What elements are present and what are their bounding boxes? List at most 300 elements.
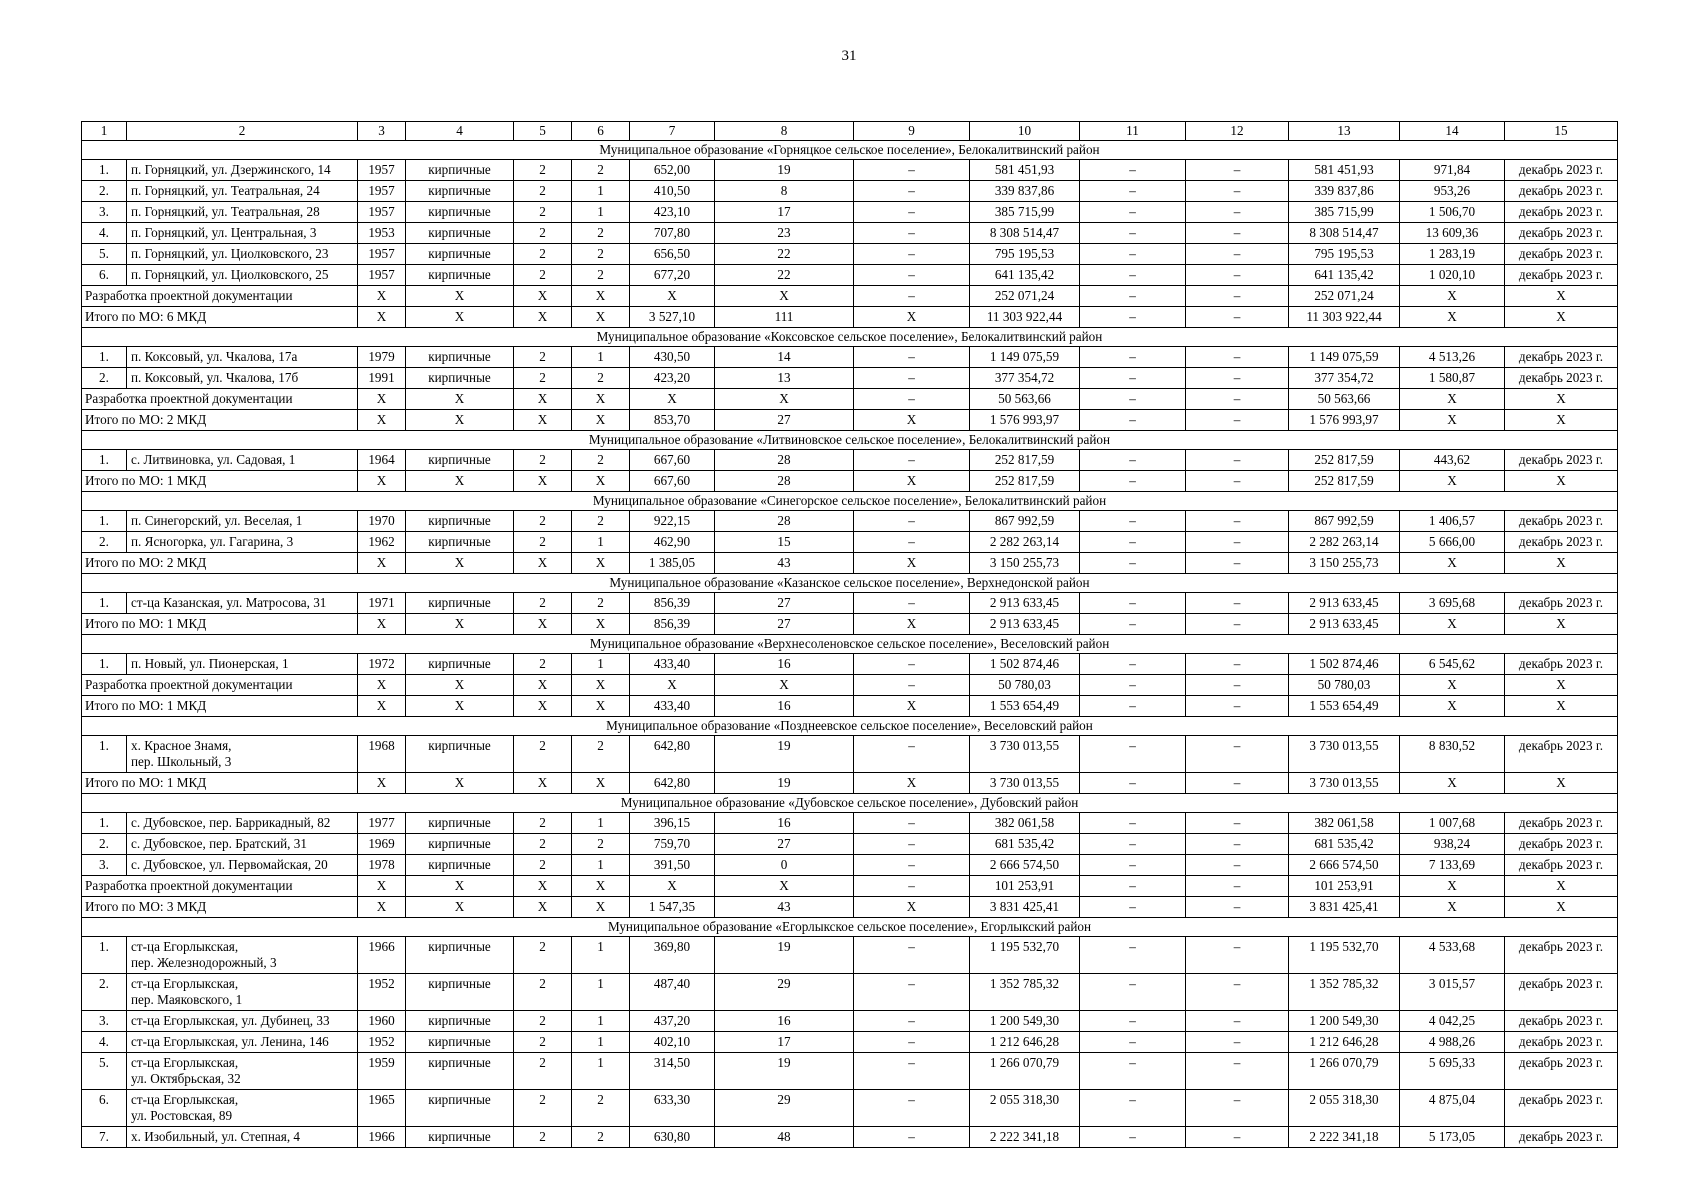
table-cell: декабрь 2023 г. xyxy=(1505,347,1618,368)
table-cell: – xyxy=(1080,223,1186,244)
table-cell: 681 535,42 xyxy=(1289,834,1400,855)
table-cell: 2 xyxy=(514,937,572,974)
table-cell: 1 xyxy=(572,813,630,834)
table-cell: X xyxy=(514,286,572,307)
table-cell: 2 xyxy=(514,736,572,773)
address-cell: п. Горняцкий, ул. Театральная, 28 xyxy=(127,202,358,223)
table-cell: – xyxy=(854,675,970,696)
table-cell: X xyxy=(854,410,970,431)
table-cell: 252 071,24 xyxy=(1289,286,1400,307)
table-cell: 641 135,42 xyxy=(970,265,1080,286)
table-cell: 971,84 xyxy=(1400,160,1505,181)
table-cell: – xyxy=(1186,855,1289,876)
table-cell: 22 xyxy=(715,244,854,265)
table-cell: 642,80 xyxy=(630,773,715,794)
table-cell: – xyxy=(1186,1032,1289,1053)
table-cell: 314,50 xyxy=(630,1053,715,1090)
table-cell: – xyxy=(1080,654,1186,675)
table-cell: 1 200 549,30 xyxy=(970,1011,1080,1032)
table-cell: – xyxy=(1080,511,1186,532)
table-cell: кирпичные xyxy=(406,1032,514,1053)
table-cell: декабрь 2023 г. xyxy=(1505,532,1618,553)
table-cell: 1 212 646,28 xyxy=(970,1032,1080,1053)
table-cell: 19 xyxy=(715,160,854,181)
table-cell: X xyxy=(1400,307,1505,328)
table-cell: 1 149 075,59 xyxy=(970,347,1080,368)
address-cell: ст-ца Егорлыкская, пер. Железнодорожный, 3 xyxy=(127,937,358,974)
address-cell: ст-ца Егорлыкская, ул. Ростовская, 89 xyxy=(127,1090,358,1127)
table-cell: 6 545,62 xyxy=(1400,654,1505,675)
table-cell: 1 283,19 xyxy=(1400,244,1505,265)
table-cell: 1. xyxy=(82,813,127,834)
table-cell: X xyxy=(1400,614,1505,635)
table-cell: 1957 xyxy=(358,265,406,286)
table-cell: X xyxy=(514,773,572,794)
address-cell: х. Красное Знамя, пер. Школьный, 3 xyxy=(127,736,358,773)
table-cell: декабрь 2023 г. xyxy=(1505,265,1618,286)
table-cell: X xyxy=(358,286,406,307)
table-cell: 3 730 013,55 xyxy=(1289,773,1400,794)
table-cell: X xyxy=(715,876,854,897)
table-cell: 1 xyxy=(572,937,630,974)
table-cell: 2 xyxy=(572,244,630,265)
table-cell: 2 xyxy=(514,450,572,471)
table-cell: кирпичные xyxy=(406,1053,514,1090)
table-cell: 2 xyxy=(514,265,572,286)
column-number: 9 xyxy=(854,122,970,141)
table-cell: 1 576 993,97 xyxy=(970,410,1080,431)
table-cell: – xyxy=(1186,593,1289,614)
table-cell: – xyxy=(854,876,970,897)
building-row xyxy=(82,511,1618,532)
table-cell: 2 xyxy=(514,181,572,202)
building-row xyxy=(82,974,1618,1011)
table-cell: X xyxy=(572,614,630,635)
municipality-heading-row xyxy=(82,717,1618,736)
table-cell: кирпичные xyxy=(406,368,514,389)
table-cell: 17 xyxy=(715,1032,854,1053)
table-cell: 5 695,33 xyxy=(1400,1053,1505,1090)
table-cell: X xyxy=(406,897,514,918)
table-cell: 111 xyxy=(715,307,854,328)
summary-label: Разработка проектной документации xyxy=(82,286,358,307)
table-cell: – xyxy=(1080,876,1186,897)
table-cell: 6. xyxy=(82,265,127,286)
table-cell: 1. xyxy=(82,593,127,614)
table-cell: 7 133,69 xyxy=(1400,855,1505,876)
table-cell: 339 837,86 xyxy=(970,181,1080,202)
table-cell: 1 xyxy=(572,654,630,675)
table-cell: 1 007,68 xyxy=(1400,813,1505,834)
summary-row xyxy=(82,471,1618,492)
table-cell: 28 xyxy=(715,511,854,532)
table-cell: – xyxy=(854,511,970,532)
table-cell: 101 253,91 xyxy=(970,876,1080,897)
table-cell: кирпичные xyxy=(406,202,514,223)
table-cell: 633,30 xyxy=(630,1090,715,1127)
table-cell: 1 352 785,32 xyxy=(970,974,1080,1011)
table-cell: – xyxy=(1186,450,1289,471)
table-cell: декабрь 2023 г. xyxy=(1505,368,1618,389)
summary-label: Итого по МО: 2 МКД xyxy=(82,410,358,431)
building-row xyxy=(82,1011,1618,1032)
table-cell: 1 020,10 xyxy=(1400,265,1505,286)
housing-repair-table xyxy=(81,121,1618,1148)
table-cell: кирпичные xyxy=(406,223,514,244)
table-cell: 1957 xyxy=(358,181,406,202)
table-cell: – xyxy=(1080,696,1186,717)
table-cell: 430,50 xyxy=(630,347,715,368)
table-cell: – xyxy=(1186,813,1289,834)
table-cell: – xyxy=(1186,654,1289,675)
address-cell: п. Новый, ул. Пионерская, 1 xyxy=(127,654,358,675)
table-cell: 43 xyxy=(715,553,854,574)
table-cell: кирпичные xyxy=(406,181,514,202)
table-cell: – xyxy=(854,593,970,614)
table-cell: – xyxy=(854,1053,970,1090)
column-number: 5 xyxy=(514,122,572,141)
table-cell: 2 xyxy=(514,1053,572,1090)
table-cell: – xyxy=(1186,389,1289,410)
table-cell: X xyxy=(630,876,715,897)
municipality-heading-row xyxy=(82,574,1618,593)
table-cell: 8 xyxy=(715,181,854,202)
table-cell: 1 506,70 xyxy=(1400,202,1505,223)
table-cell: кирпичные xyxy=(406,974,514,1011)
address-cell: с. Дубовское, ул. Первомайская, 20 xyxy=(127,855,358,876)
table-cell: – xyxy=(854,736,970,773)
table-cell: – xyxy=(1186,181,1289,202)
table-cell: X xyxy=(854,773,970,794)
table-cell: кирпичные xyxy=(406,937,514,974)
table-cell: X xyxy=(514,897,572,918)
table-cell: X xyxy=(406,553,514,574)
table-cell: X xyxy=(1505,614,1618,635)
table-cell: 1 xyxy=(572,1011,630,1032)
table-cell: 27 xyxy=(715,410,854,431)
table-cell: – xyxy=(854,265,970,286)
table-cell: – xyxy=(1186,834,1289,855)
table-cell: декабрь 2023 г. xyxy=(1505,244,1618,265)
table-cell: декабрь 2023 г. xyxy=(1505,654,1618,675)
building-row xyxy=(82,654,1618,675)
table-cell: декабрь 2023 г. xyxy=(1505,937,1618,974)
table-cell: X xyxy=(358,696,406,717)
table-cell: 1968 xyxy=(358,736,406,773)
summary-label: Итого по МО: 1 МКД xyxy=(82,471,358,492)
table-cell: 2 xyxy=(514,654,572,675)
table-cell: 19 xyxy=(715,736,854,773)
table-cell: 2 xyxy=(572,265,630,286)
table-cell: – xyxy=(1080,368,1186,389)
table-cell: декабрь 2023 г. xyxy=(1505,223,1618,244)
table-cell: 433,40 xyxy=(630,696,715,717)
table-cell: – xyxy=(854,532,970,553)
table-cell: 642,80 xyxy=(630,736,715,773)
table-cell: X xyxy=(572,471,630,492)
municipality-heading-row xyxy=(82,492,1618,511)
table-cell: – xyxy=(1080,1090,1186,1127)
table-cell: 1 xyxy=(572,532,630,553)
table-cell: X xyxy=(358,410,406,431)
building-row xyxy=(82,813,1618,834)
table-cell: 50 563,66 xyxy=(1289,389,1400,410)
table-cell: 11 303 922,44 xyxy=(1289,307,1400,328)
municipality-heading: Муниципальное образование «Коксовское сельское поселение», Белокалитвинский район xyxy=(82,328,1618,347)
table-cell: 938,24 xyxy=(1400,834,1505,855)
table-cell: – xyxy=(1186,773,1289,794)
table-cell: – xyxy=(1080,773,1186,794)
table-cell: – xyxy=(1080,675,1186,696)
table-cell: 1. xyxy=(82,450,127,471)
table-cell: 6. xyxy=(82,1090,127,1127)
building-row xyxy=(82,736,1618,773)
table-cell: 4 513,26 xyxy=(1400,347,1505,368)
table-cell: 2 xyxy=(572,223,630,244)
table-cell: – xyxy=(1186,974,1289,1011)
table-cell: 1 195 532,70 xyxy=(970,937,1080,974)
table-cell: 1977 xyxy=(358,813,406,834)
table-cell: X xyxy=(854,897,970,918)
table-cell: 43 xyxy=(715,897,854,918)
table-cell: 2 xyxy=(514,855,572,876)
municipality-heading: Муниципальное образование «Синегорское сельское поселение», Белокалитвинский район xyxy=(82,492,1618,511)
table-cell: 2 xyxy=(514,1090,572,1127)
table-cell: 385 715,99 xyxy=(970,202,1080,223)
table-cell: – xyxy=(1186,244,1289,265)
table-cell: 2 xyxy=(514,202,572,223)
table-cell: – xyxy=(854,1011,970,1032)
summary-row xyxy=(82,614,1618,635)
summary-row xyxy=(82,389,1618,410)
table-cell: X xyxy=(572,286,630,307)
table-cell: декабрь 2023 г. xyxy=(1505,160,1618,181)
address-cell: ст-ца Егорлыкская, ул. Ленина, 146 xyxy=(127,1032,358,1053)
table-cell: – xyxy=(1186,532,1289,553)
table-cell: – xyxy=(1080,160,1186,181)
building-row xyxy=(82,1090,1618,1127)
table-cell: – xyxy=(854,160,970,181)
table-cell: – xyxy=(1186,553,1289,574)
table-cell: 7. xyxy=(82,1127,127,1148)
table-cell: 2 xyxy=(572,368,630,389)
address-cell: п. Синегорский, ул. Веселая, 1 xyxy=(127,511,358,532)
table-cell: X xyxy=(1505,307,1618,328)
table-cell: 2 xyxy=(514,813,572,834)
table-cell: X xyxy=(514,876,572,897)
table-cell: 1972 xyxy=(358,654,406,675)
municipality-heading-row xyxy=(82,635,1618,654)
table-cell: кирпичные xyxy=(406,736,514,773)
table-cell: – xyxy=(854,1090,970,1127)
table-cell: X xyxy=(1400,675,1505,696)
table-cell: – xyxy=(1080,389,1186,410)
column-number: 8 xyxy=(715,122,854,141)
summary-row xyxy=(82,675,1618,696)
table-cell: 1 212 646,28 xyxy=(1289,1032,1400,1053)
table-cell: X xyxy=(630,389,715,410)
table-cell: X xyxy=(572,389,630,410)
table-cell: 4 875,04 xyxy=(1400,1090,1505,1127)
table-cell: – xyxy=(854,937,970,974)
summary-row xyxy=(82,773,1618,794)
table-cell: 3 831 425,41 xyxy=(1289,897,1400,918)
table-cell: 2 xyxy=(514,1011,572,1032)
table-cell: 3 527,10 xyxy=(630,307,715,328)
table-cell: 443,62 xyxy=(1400,450,1505,471)
table-cell: 1 xyxy=(572,347,630,368)
table-cell: – xyxy=(854,450,970,471)
table-cell: – xyxy=(1080,471,1186,492)
table-cell: – xyxy=(1186,897,1289,918)
table-cell: 410,50 xyxy=(630,181,715,202)
column-number: 4 xyxy=(406,122,514,141)
building-row xyxy=(82,347,1618,368)
municipality-heading: Муниципальное образование «Верхнесоленовское сельское поселение», Веселовский район xyxy=(82,635,1618,654)
table-cell: 1. xyxy=(82,511,127,532)
table-cell: 795 195,53 xyxy=(970,244,1080,265)
table-cell: 1966 xyxy=(358,1127,406,1148)
table-cell: 4 533,68 xyxy=(1400,937,1505,974)
table-cell: кирпичные xyxy=(406,1127,514,1148)
table-cell: 581 451,93 xyxy=(1289,160,1400,181)
table-cell: 3 015,57 xyxy=(1400,974,1505,1011)
table-cell: 2 xyxy=(514,160,572,181)
table-cell: X xyxy=(1505,773,1618,794)
table-cell: 396,15 xyxy=(630,813,715,834)
summary-label: Итого по МО: 1 МКД xyxy=(82,614,358,635)
table-cell: 656,50 xyxy=(630,244,715,265)
table-cell: 50 780,03 xyxy=(1289,675,1400,696)
table-cell: 856,39 xyxy=(630,593,715,614)
table-cell: 856,39 xyxy=(630,614,715,635)
table-cell: 681 535,42 xyxy=(970,834,1080,855)
table-cell: – xyxy=(1186,265,1289,286)
summary-label: Разработка проектной документации xyxy=(82,389,358,410)
table-cell: 50 780,03 xyxy=(970,675,1080,696)
table-cell: X xyxy=(358,675,406,696)
address-cell: п. Горняцкий, ул. Циолковского, 23 xyxy=(127,244,358,265)
table-cell: X xyxy=(406,675,514,696)
table-cell: 759,70 xyxy=(630,834,715,855)
table-cell: – xyxy=(1080,450,1186,471)
table-cell: 3 730 013,55 xyxy=(1289,736,1400,773)
table-cell: 2 xyxy=(514,1127,572,1148)
table-cell: X xyxy=(1400,876,1505,897)
table-cell: декабрь 2023 г. xyxy=(1505,1032,1618,1053)
summary-label: Разработка проектной документации xyxy=(82,876,358,897)
table-cell: кирпичные xyxy=(406,855,514,876)
table-cell: X xyxy=(358,614,406,635)
address-cell: с. Дубовское, пер. Братский, 31 xyxy=(127,834,358,855)
table-cell: 15 xyxy=(715,532,854,553)
summary-row xyxy=(82,876,1618,897)
table-cell: – xyxy=(1186,286,1289,307)
table-cell: – xyxy=(1080,593,1186,614)
address-cell: п. Коксовый, ул. Чкалова, 17б xyxy=(127,368,358,389)
table-cell: 2 xyxy=(514,511,572,532)
building-row xyxy=(82,937,1618,974)
table-cell: X xyxy=(1400,897,1505,918)
table-cell: 630,80 xyxy=(630,1127,715,1148)
building-row xyxy=(82,160,1618,181)
table-cell: 1 547,35 xyxy=(630,897,715,918)
table-cell: декабрь 2023 г. xyxy=(1505,855,1618,876)
table-cell: – xyxy=(854,223,970,244)
address-cell: п. Горняцкий, ул. Циолковского, 25 xyxy=(127,265,358,286)
table-cell: 2. xyxy=(82,834,127,855)
table-cell: – xyxy=(854,244,970,265)
table-cell: – xyxy=(1080,1032,1186,1053)
table-cell: – xyxy=(1080,410,1186,431)
table-cell: X xyxy=(358,876,406,897)
table-cell: 433,40 xyxy=(630,654,715,675)
table-cell: 1965 xyxy=(358,1090,406,1127)
municipality-heading-row xyxy=(82,328,1618,347)
table-cell: X xyxy=(1400,286,1505,307)
municipality-heading: Муниципальное образование «Дубовское сельское поселение», Дубовский район xyxy=(82,794,1618,813)
table-cell: 29 xyxy=(715,1090,854,1127)
column-number: 15 xyxy=(1505,122,1618,141)
table-cell: X xyxy=(1505,389,1618,410)
building-row xyxy=(82,593,1618,614)
table-cell: X xyxy=(572,773,630,794)
table-cell: – xyxy=(854,813,970,834)
table-cell: 795 195,53 xyxy=(1289,244,1400,265)
table-cell: 1957 xyxy=(358,244,406,265)
summary-label: Итого по МО: 1 МКД xyxy=(82,773,358,794)
table-cell: 853,70 xyxy=(630,410,715,431)
table-cell: – xyxy=(1080,307,1186,328)
table-cell: 4 988,26 xyxy=(1400,1032,1505,1053)
table-cell: X xyxy=(358,307,406,328)
table-cell: 4. xyxy=(82,1032,127,1053)
summary-row xyxy=(82,696,1618,717)
column-number: 10 xyxy=(970,122,1080,141)
table-cell: 13 609,36 xyxy=(1400,223,1505,244)
table-cell: – xyxy=(854,834,970,855)
table-cell: 1952 xyxy=(358,974,406,1011)
address-cell: п. Горняцкий, ул. Дзержинского, 14 xyxy=(127,160,358,181)
address-cell: ст-ца Егорлыкская, ул. Октябрьская, 32 xyxy=(127,1053,358,1090)
table-cell: X xyxy=(1400,553,1505,574)
table-cell: X xyxy=(572,675,630,696)
table-cell: 2 xyxy=(514,974,572,1011)
municipality-heading: Муниципальное образование «Позднеевское сельское поселение», Веселовский район xyxy=(82,717,1618,736)
table-cell: 2 xyxy=(572,160,630,181)
table-cell: 1962 xyxy=(358,532,406,553)
address-cell: с. Дубовское, пер. Баррикадный, 82 xyxy=(127,813,358,834)
table-cell: X xyxy=(572,410,630,431)
table-cell: X xyxy=(715,389,854,410)
table-cell: X xyxy=(854,614,970,635)
table-cell: – xyxy=(1186,223,1289,244)
table-cell: 5. xyxy=(82,1053,127,1090)
table-cell: 2 xyxy=(572,450,630,471)
table-cell: 2 xyxy=(514,368,572,389)
table-cell: – xyxy=(1186,471,1289,492)
table-cell: 382 061,58 xyxy=(970,813,1080,834)
table-cell: 423,10 xyxy=(630,202,715,223)
table-cell: X xyxy=(514,389,572,410)
table-cell: 1964 xyxy=(358,450,406,471)
table-cell: 2 xyxy=(514,532,572,553)
table-cell: – xyxy=(854,1127,970,1148)
table-cell: – xyxy=(1186,511,1289,532)
table-cell: 2 xyxy=(572,736,630,773)
table-cell: 1960 xyxy=(358,1011,406,1032)
table-cell: – xyxy=(1186,307,1289,328)
